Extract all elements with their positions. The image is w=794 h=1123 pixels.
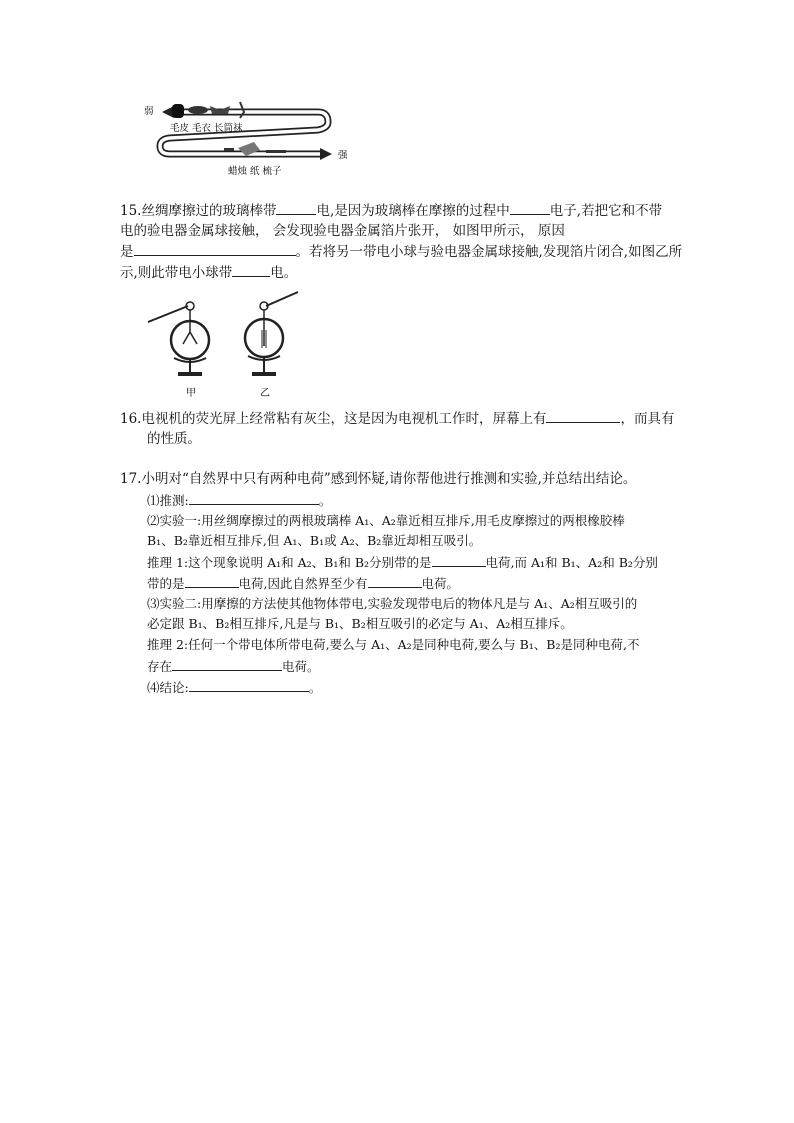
q15-text: 电子,若把它和不带 [549, 203, 663, 219]
q17-part-2-line-1: ⑵实验一:用丝绸摩擦过的两根玻璃棒 A₁、A₂靠近相互排斥,用毛皮摩擦过的两根橡胶棒 [147, 513, 625, 528]
q15-text: 示,则此带电小球带 [120, 265, 233, 281]
series-items-top: 毛皮 毛衣 长筒袜 [170, 123, 243, 134]
figure-label-a: 甲 [186, 388, 196, 399]
q17-text: 推理 1:这个现象说明 A₁和 A₂、B₁和 B₂分别带的是 [147, 555, 432, 570]
electroscope-b [245, 292, 298, 399]
q15-line-2: 电的验电器金属球接触， 会发现验电器金属箔片张开， 如图甲所示， 原因 [120, 223, 565, 239]
q15-line-3 [120, 241, 682, 262]
q17-part-3-line-2: 必定跟 B₁、B₂相互排斥,凡是与 B₁、B₂相互吸引的必定与 A₁、A₂相互排斥。 [147, 616, 573, 631]
q17-text: 电荷,因此自然界至少有 [238, 576, 368, 591]
triboelectric-series-figure [140, 98, 350, 178]
q17-part-3-line-1: ⑶实验二:用摩擦的方法使其他物体带电,实验发现带电后的物体凡是与 A₁、A₂相互吸引的 [147, 596, 638, 611]
q17-reasoning-1-line-2 [147, 573, 459, 594]
figure-label-b: 乙 [260, 388, 270, 399]
q16-text: 16.电视机的荧光屏上经常粘有灰尘，这是因为电视机工作时，屏幕上有 [120, 411, 547, 427]
strong-label: 强 [338, 150, 348, 161]
q17-text: 。 [318, 493, 332, 508]
q17-text: 电荷。 [282, 659, 320, 674]
q16-line-1 [120, 408, 674, 429]
q15-blank-3[interactable] [134, 241, 296, 256]
q17-part-1 [147, 490, 331, 511]
q16-line-2: 的性质。 [147, 431, 201, 447]
q17-blank-r1-3[interactable] [368, 573, 422, 588]
q15-blank-2[interactable] [510, 200, 550, 215]
q15-text: 是 [120, 244, 134, 260]
q17-text: ⑴推测: [147, 493, 189, 508]
q17-blank-r1-1[interactable] [432, 552, 486, 567]
q15-text: 15.丝绸摩擦过的玻璃棒带 [120, 203, 277, 219]
q15-blank-4[interactable] [232, 262, 270, 277]
q17-part-4 [147, 677, 321, 698]
q15-text: 电。 [270, 265, 298, 281]
electroscope-a [148, 302, 209, 399]
q15-line-4 [120, 262, 297, 283]
electroscope-figures [140, 288, 310, 400]
q17-line-1: 17.小明对“自然界中只有两种电荷”感到怀疑,请你帮他进行推测和实验,并总结出结论。 [120, 471, 637, 487]
weak-label: 弱 [144, 106, 154, 117]
q17-text: 存在 [147, 659, 173, 674]
q17-reasoning-2-line-2 [147, 656, 320, 677]
q15-line-1 [120, 200, 662, 221]
q15-text: 电,是因为玻璃棒在摩擦的过程中 [316, 203, 510, 219]
q17-text: 电荷,而 A₁和 B₁、A₂和 B₂分别 [485, 555, 658, 570]
q17-text: 电荷。 [421, 576, 460, 591]
q17-text: 带的是 [147, 576, 185, 591]
q17-blank-guess[interactable] [189, 490, 319, 505]
q15-text: 。若将另一带电小球与验电器金属球接触,发现箔片闭合,如图乙所 [295, 244, 683, 260]
q17-blank-r1-2[interactable] [185, 573, 239, 588]
series-items-bottom: 蜡烛 纸 梳子 [228, 166, 282, 177]
q16-text: ，而具有 [620, 411, 675, 427]
q17-blank-conclusion[interactable] [189, 677, 309, 692]
q16-blank-1[interactable] [546, 408, 620, 423]
q15-blank-1[interactable] [276, 200, 316, 215]
q17-reasoning-2-line-1: 推理 2:任何一个带电体所带电荷,要么与 A₁、A₂是同种电荷,要么与 B₁、B₂是同种电荷,不 [147, 637, 640, 652]
q17-text: ⑷结论: [147, 680, 189, 695]
q17-blank-r2[interactable] [172, 656, 282, 671]
q17-reasoning-1-line-1 [147, 552, 658, 573]
q17-text: 。 [308, 680, 322, 695]
q17-part-2-line-2: B₁、B₂靠近相互排斥,但 A₁、B₁或 A₂、B₂靠近却相互吸引。 [147, 533, 482, 548]
